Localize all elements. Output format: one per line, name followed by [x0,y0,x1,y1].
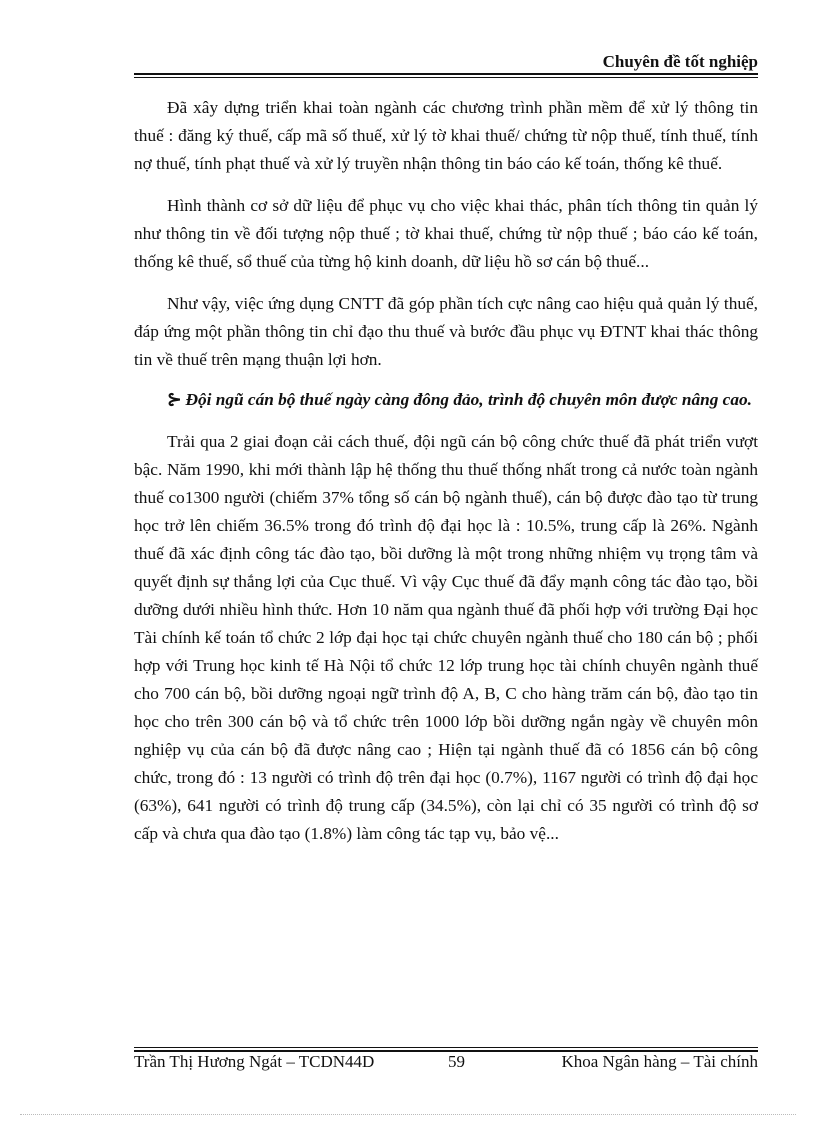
header-rule [134,73,758,75]
page-edge [20,1114,796,1115]
page-footer [134,1052,758,1076]
footer-rule-thin [134,1047,758,1048]
paragraph-it-summary: Như vậy, việc ứng dụng CNTT đã góp phần tích cực nâng cao hiệu quả quản lý thuế, đáp ứng một phần thông tin chỉ đạo thu thuế và bước đầu phục vụ ĐTNT khai thác thông tin về thuế trên mạng thuận lợi hơn. [134,294,758,369]
page-number: 59 [448,1052,465,1071]
paragraph-database: Hình thành cơ sở dữ liệu để phục vụ cho việc khai thác, phân tích thông tin quản lý như thông tin về đối tượng nộp thuế ; tờ khai thuế, chứng từ nộp thuế ; báo cáo kế toán, thống kê thuế, sổ thuế của từng hộ kinh doanh, dữ liệu hồ sơ cán bộ thuế... [134,196,758,271]
section-heading [134,386,758,414]
section-heading-text: Đội ngũ cán bộ thuế ngày càng đông đảo, trình độ chuyên môn được nâng cao. [185,390,752,409]
page-body [134,94,758,848]
bullet-icon: ⊱ [167,390,182,409]
header-rule-thin [134,77,758,78]
header-title: Chuyên đề tốt nghiệp [602,52,758,71]
paragraph-staff: Trải qua 2 giai đoạn cải cách thuế, đội ngũ cán bộ công chức thuế đã phát triển vượt bậc. Năm 1990, khi mới thành lập hệ thống thu thuế thống nhất trong cả nước toàn ngành thuế co1300 người (chiếm 37% tổng số cán bộ ngành thuế), cán bộ được đào tạo từ trung học trở lên chiếm 36.5% trong đó trình độ đại học là : 10.5%, trung cấp là 26%. Ngành thuế đã xác định công tác đào tạo, bồi dưỡng là một trong những nhiệm vụ trọng tâm và quyết định sự thắng lợi của Cục thuế. Vì vậy Cục thuế đã đẩy mạnh công tác đào tạo, bồi dưỡng dưới nhiều hình thức. Hơn 10 năm qua ngành thuế đã phối hợp với trường Đại học Tài chính kế toán tổ chức 2 lớp đại học tại chức chuyên ngành thuế cho 180 cán bộ ; phối hợp với Trung học kinh tế Hà Nội tổ chức 12 lớp trung học tài chính chuyên ngành thuế cho 700 cán bộ, bồi dưỡng ngoại ngữ trình độ A, B, C cho hàng trăm cán bộ, đào tạo tin học cho trên 300 cán bộ và tổ chức trên 1000 lớp bồi dưỡng ngắn ngày về chuyên môn nghiệp vụ của cán bộ đã được nâng cao ; Hiện tại ngành thuế đã có 1856 cán bộ công chức, trong đó : 13 người có trình độ trên đại học (0.7%), 1167 người có trình độ đại học (63%), 641 người có trình độ trung cấp (34.5%), còn lại chỉ có 35 người có trình độ sơ cấp và chưa qua đào tạo (1.8%) làm công tác tạp vụ, bảo vệ... [134,432,758,843]
footer-department: Khoa Ngân hàng – Tài chính [561,1052,758,1071]
paragraph-software: Đã xây dựng triển khai toàn ngành các chương trình phần mềm để xử lý thông tin thuế : đăng ký thuế, cấp mã số thuế, xử lý tờ khai thuế/ chứng từ nộp thuế, tính thuế, tính nợ thuế, tính phạt thuế và xử lý truyền nhận thông tin báo cáo kế toán, thống kê thuế. [134,98,758,173]
footer-author: Trần Thị Hương Ngát – TCDN44D [134,1052,375,1071]
